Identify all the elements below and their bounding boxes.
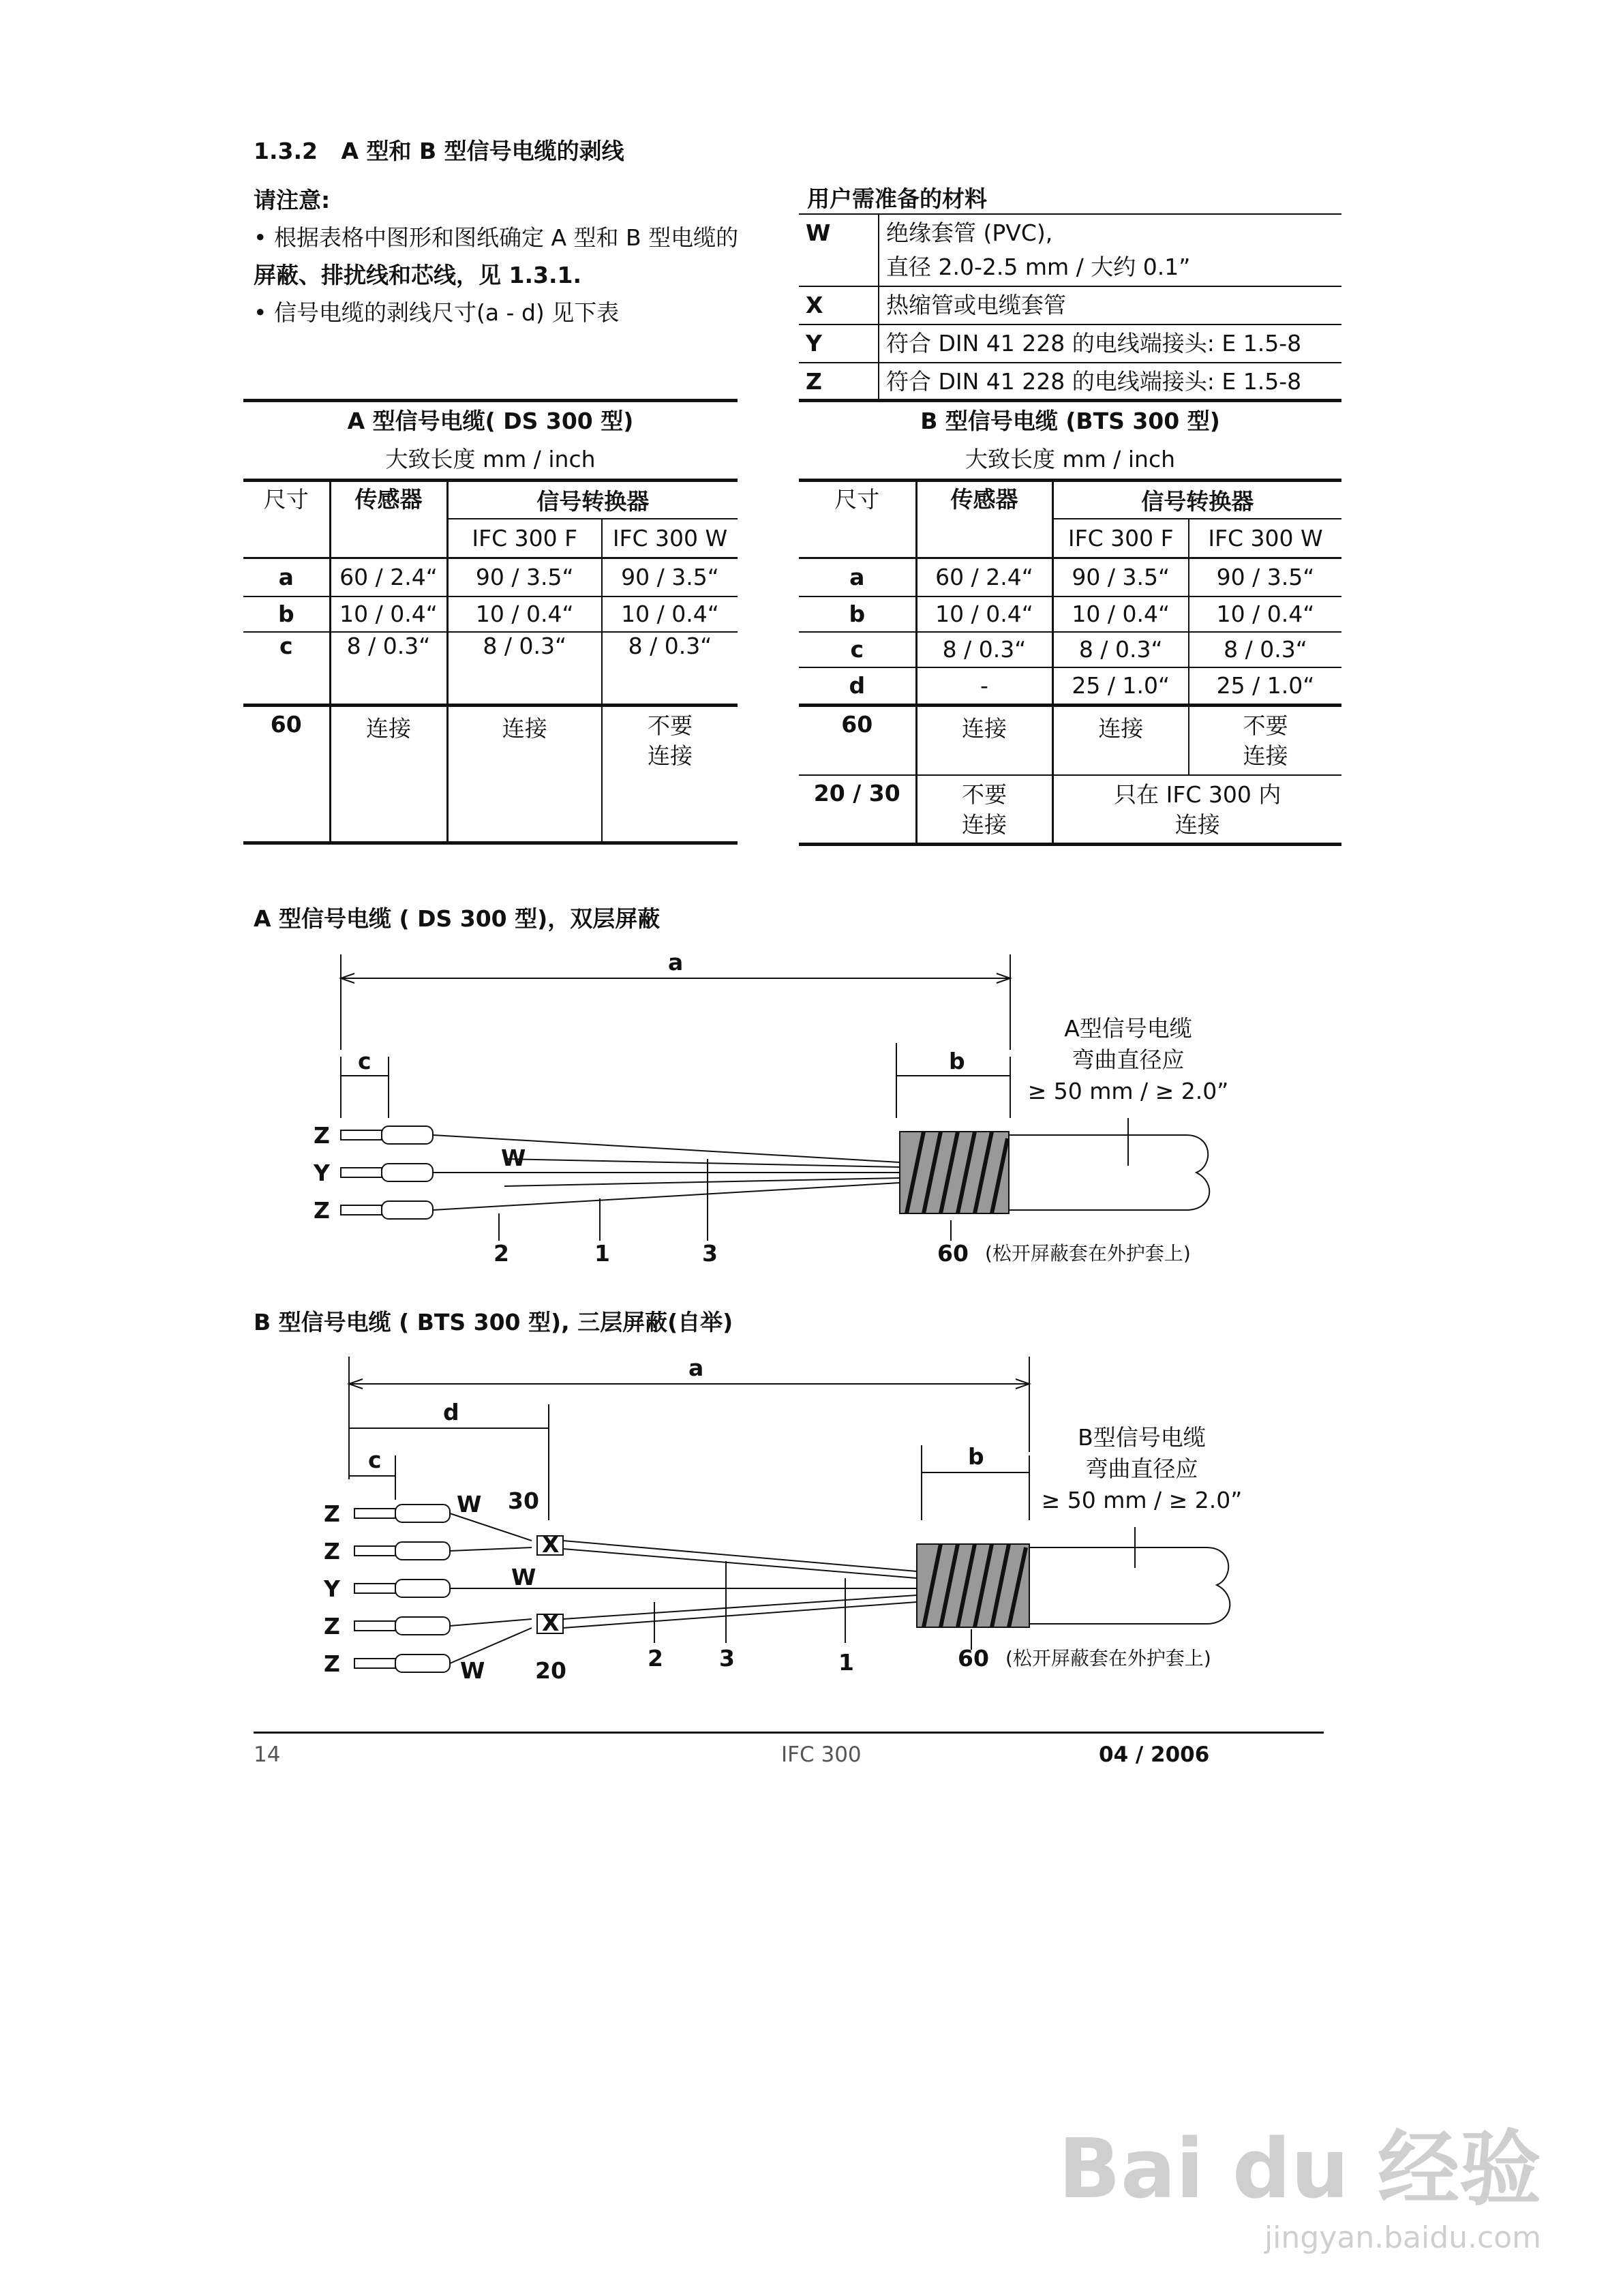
cell: 10 / 0.4“ — [447, 596, 602, 632]
cell: 8 / 0.3“ — [1224, 636, 1307, 663]
cell — [602, 706, 738, 843]
material-row — [799, 363, 1341, 401]
section-title — [254, 134, 624, 166]
cell: b — [799, 596, 916, 632]
table-row — [799, 632, 1341, 667]
cell: 10 / 0.4“ — [1052, 596, 1189, 632]
cell: 25 / 1.0“ — [1052, 667, 1189, 706]
bend-note-2: 弯曲直径应 — [1085, 1455, 1198, 1482]
material-key: Y — [799, 324, 879, 363]
cell: a — [799, 558, 916, 596]
table-a-h-f: IFC 300 F — [447, 519, 602, 558]
cell: 10 / 0.4“ — [330, 596, 447, 632]
shield-note: (松开屏蔽套在外护套上) — [1005, 1647, 1211, 1670]
terminal-y-label: Y — [324, 1575, 340, 1602]
table-b-title: B 型信号电缆 (BTS 300 型) — [799, 401, 1341, 441]
figure-b-caption — [254, 1305, 733, 1337]
materials-table — [799, 213, 1341, 402]
figure-a-caption — [254, 901, 660, 933]
table-b-h-w: IFC 300 W — [1189, 519, 1341, 558]
cell-line: 只在 IFC 300 内 — [1114, 781, 1281, 808]
material-desc — [879, 214, 1341, 286]
table-b-subtitle: 大致长度 mm / inch — [799, 440, 1341, 481]
terminal-z-label: Z — [324, 1538, 340, 1565]
note-item-2: • 信号电缆的剥线尺寸(a - d) 见下表 — [254, 299, 620, 326]
table-b-h-sensor: 传感器 — [916, 481, 1052, 558]
wire-label: 2 — [648, 1645, 663, 1672]
table-row — [799, 775, 1341, 845]
sleeve-w-label: W — [501, 1145, 526, 1171]
note-item-1b: 屏蔽、排扰线和芯线，见 1.3.1. — [254, 262, 581, 288]
cell — [1052, 775, 1341, 845]
page-number: 14 — [254, 1742, 281, 1767]
cell: 60 / 2.4“ — [916, 558, 1052, 596]
material-line: 绝缘套管 (PVC), — [886, 220, 1053, 246]
table-a-h-w: IFC 300 W — [602, 519, 738, 558]
table-row — [243, 706, 738, 843]
wire-label: 1 — [838, 1649, 854, 1676]
cell — [916, 775, 1052, 845]
notes-heading: 请注意: — [254, 187, 331, 213]
footer-product: IFC 300 — [781, 1742, 862, 1767]
drain-20-label: 20 — [535, 1657, 566, 1684]
table-row — [243, 558, 738, 596]
note-item-1a: • 根据表格中图形和图纸确定 A 型和 B 型电缆的 — [254, 224, 739, 251]
bend-note-1: A型信号电缆 — [1064, 1015, 1192, 1042]
figure-b-caption-text: B 型信号电缆 ( BTS 300 型), 三层屏蔽(自举) — [254, 1309, 733, 1335]
cell-line: 连接 — [1243, 742, 1288, 769]
watermark-logo: Bai du 经验 — [1058, 2122, 1541, 2217]
cell: 90 / 3.5“ — [447, 558, 602, 596]
table-a-subtitle: 大致长度 mm / inch — [243, 440, 738, 481]
table-b-h-converter: 信号转换器 — [1052, 481, 1341, 519]
cell: 10 / 0.4“ — [621, 601, 719, 627]
sleeve-w-label: W — [457, 1491, 482, 1517]
figure-b-diagram — [300, 1343, 1322, 1697]
terminal-z-label: Z — [324, 1613, 340, 1640]
dim-c-label: c — [368, 1447, 382, 1473]
section-number: 1.3.2 — [254, 138, 318, 164]
wire-label: 3 — [719, 1645, 735, 1672]
terminal-z-label: Z — [324, 1500, 340, 1527]
material-line: 直径 2.0-2.5 mm / 大约 0.1” — [886, 254, 1191, 280]
dim-a-label: a — [668, 949, 684, 976]
bend-note-3: ≥ 50 mm / ≥ 2.0” — [1027, 1078, 1229, 1104]
table-row — [799, 706, 1341, 775]
shield-label: 60 — [958, 1645, 989, 1672]
cell-line: 连接 — [648, 742, 693, 769]
material-key: Z — [799, 363, 879, 401]
cell: 90 / 3.5“ — [621, 564, 719, 591]
cell-line: 连接 — [962, 811, 1007, 838]
cell: 10 / 0.4“ — [916, 596, 1052, 632]
wire-label: 3 — [702, 1240, 718, 1267]
cell: 连接 — [916, 706, 1052, 775]
joint-x-label: X — [542, 1531, 560, 1558]
bend-note-2: 弯曲直径应 — [1072, 1046, 1185, 1073]
table-a-h-converter: 信号转换器 — [447, 481, 738, 519]
dim-a-label: a — [688, 1355, 704, 1381]
cell: 8 / 0.3“ — [916, 632, 1052, 667]
footer-date: 04 / 2006 — [1099, 1742, 1210, 1767]
cell: 90 / 3.5“ — [1216, 564, 1315, 591]
joint-x-label: X — [542, 1610, 560, 1636]
section-heading: A 型和 B 型信号电缆的剥线 — [341, 138, 624, 164]
table-a-title: A 型信号电缆( DS 300 型) — [243, 401, 738, 441]
cell-line: 不要 — [962, 781, 1007, 808]
table-row — [799, 667, 1341, 706]
material-row — [799, 324, 1341, 363]
figure-a-caption-text: A 型信号电缆 ( DS 300 型)，双层屏蔽 — [254, 905, 661, 932]
dim-d-label: d — [443, 1399, 459, 1425]
bend-note-3: ≥ 50 mm / ≥ 2.0” — [1041, 1487, 1243, 1513]
table-b — [799, 399, 1341, 846]
figure-a-diagram — [300, 941, 1295, 1275]
material-desc: 符合 DIN 41 228 的电线端接头: E 1.5-8 — [886, 368, 1302, 395]
cell: 连接 — [1052, 706, 1189, 775]
drain-30-label: 30 — [508, 1487, 539, 1514]
notes-block — [254, 181, 785, 331]
sleeve-w-label: W — [460, 1657, 485, 1684]
bend-note-1: B型信号电缆 — [1078, 1424, 1206, 1451]
material-desc: 符合 DIN 41 228 的电线端接头: E 1.5-8 — [886, 330, 1302, 357]
table-row — [799, 596, 1341, 632]
cell: 连接 — [447, 706, 602, 843]
cell: 8 / 0.3“ — [628, 632, 712, 659]
material-key: X — [799, 286, 879, 324]
terminal-z-label: Z — [314, 1197, 330, 1224]
table-a-h-size: 尺寸 — [243, 481, 330, 558]
material-key: W — [799, 214, 879, 286]
material-desc: 热缩管或电缆套管 — [886, 292, 1066, 318]
table-row — [243, 596, 738, 632]
wire-label: 2 — [494, 1240, 509, 1267]
cell: - — [916, 667, 1052, 706]
cell: 8 / 0.3“ — [447, 632, 602, 706]
terminal-y-label: Y — [314, 1160, 330, 1186]
cell: 60 — [799, 706, 916, 775]
cell — [1189, 706, 1341, 775]
cell: a — [243, 558, 330, 596]
wire-label: 1 — [594, 1240, 610, 1267]
dim-c-label: c — [358, 1048, 371, 1074]
dim-b-label: b — [949, 1048, 965, 1074]
cell: c — [799, 632, 916, 667]
materials-title: 用户需准备的材料 — [807, 185, 987, 212]
cell: b — [243, 596, 330, 632]
sleeve-w-label: W — [511, 1564, 536, 1590]
table-b-h-f: IFC 300 F — [1052, 519, 1189, 558]
table-row — [799, 558, 1341, 596]
shield-note: (松开屏蔽套在外护套上) — [985, 1242, 1191, 1265]
cell: 20 / 30 — [799, 775, 916, 845]
cell: 连接 — [330, 706, 447, 843]
cell: 60 — [243, 706, 330, 843]
terminal-z-label: Z — [324, 1650, 340, 1677]
cell: 8 / 0.3“ — [1052, 632, 1189, 667]
table-b-h-size: 尺寸 — [799, 481, 916, 558]
cell-line: 连接 — [1174, 811, 1220, 838]
watermark-url: jingyan.baidu.com — [1264, 2220, 1541, 2255]
dim-b-label: b — [968, 1443, 984, 1470]
cell-line: 不要 — [1243, 712, 1288, 739]
cell: 25 / 1.0“ — [1216, 672, 1315, 699]
material-row — [799, 214, 1341, 286]
footer-rule — [254, 1732, 1324, 1734]
table-row — [243, 632, 738, 706]
cell: 60 / 2.4“ — [330, 558, 447, 596]
table-a — [243, 399, 738, 845]
material-row — [799, 286, 1341, 324]
cell: c — [243, 632, 330, 706]
shield-label: 60 — [937, 1240, 969, 1267]
cell: 10 / 0.4“ — [1216, 601, 1315, 627]
cell: 90 / 3.5“ — [1052, 558, 1189, 596]
cell: 8 / 0.3“ — [330, 632, 447, 706]
terminal-z-label: Z — [314, 1122, 330, 1149]
cell-line: 不要 — [648, 712, 693, 739]
table-a-h-sensor: 传感器 — [330, 481, 447, 558]
cell: d — [799, 667, 916, 706]
